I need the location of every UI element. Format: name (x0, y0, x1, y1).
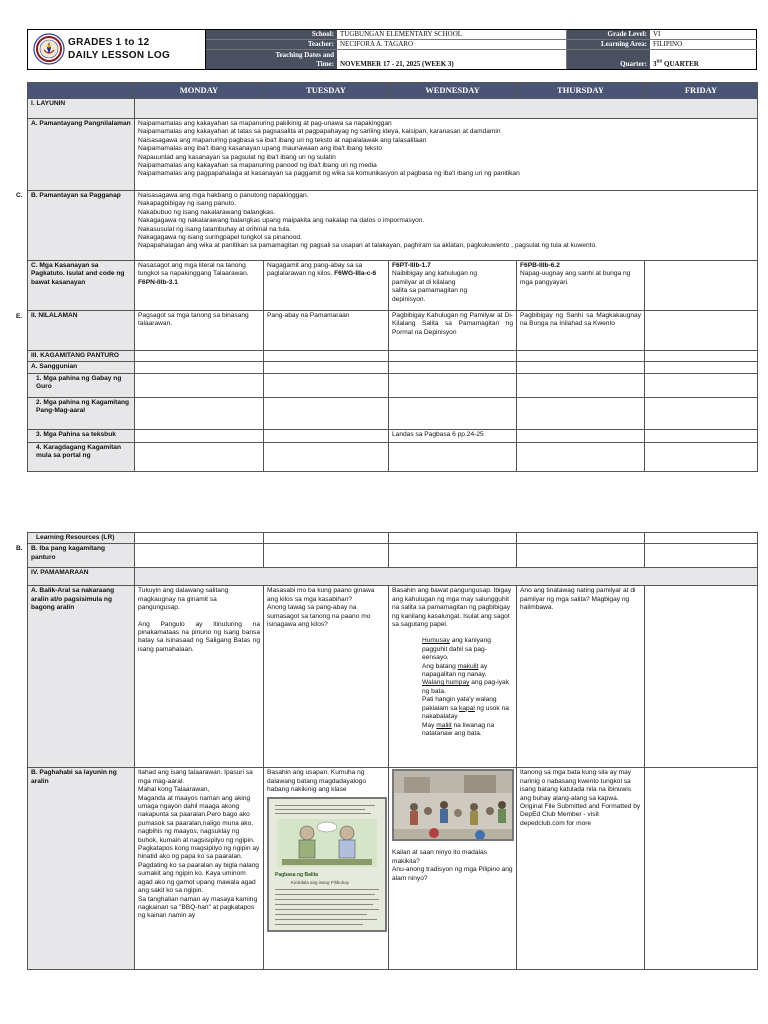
ra-wed-sentence-3 (392, 679, 513, 696)
sentence-text: May (422, 721, 437, 729)
deped-seal-icon (33, 33, 65, 65)
kagamitan-tuesday (264, 351, 389, 362)
balik-aral-wednesday-intro: Basahin ang bawat pangungusap. Ibigay ang kahulugan ng mga may salungguhit na salita sa pamamagitan ng pagbibigay ng kanilang kasalungat. Isulat ang sagot sa sagutang papel. (392, 587, 512, 629)
iba-pang-kagamitan-label: B. Iba pang kagamitang panturo (28, 544, 135, 568)
sentence-text: ang kaniyang pagguhit dahil sa pag-eensayo. (422, 637, 491, 662)
crowd-scene-photo-icon (394, 771, 514, 841)
kagamitang-mag-aaral-monday (135, 397, 264, 429)
teksbuk-thursday (517, 429, 645, 442)
school-label: School: (206, 30, 337, 39)
karagdagang-monday (135, 442, 264, 471)
teacher-value: NECIFORA A. TAGARO (337, 40, 567, 49)
kagamitang-mag-aaral-label: 2. Mga pahina ng Kagamitang Pang-Mag-aaral (28, 397, 135, 429)
pp-line: Naisasagawa ang mapanuring pagbasa sa iba't ibang uri ng teksto at napalalawak ang talasalitaan (138, 136, 427, 144)
ra-wed-sentence-5 (392, 722, 513, 739)
quarter-number: 3 (653, 60, 657, 68)
kagamitang-mag-aaral-row (28, 397, 758, 429)
nilalaman-thursday: Pagbibigay ng Sanhi sa Magkakaugnay na Bunga na Inilahad sa Kwento (517, 311, 645, 351)
header-title (68, 36, 170, 62)
lr-monday (135, 533, 264, 544)
balik-aral-tuesday: Masasabi mo ba kung paano ginawa ang kilos sa mga kasabihan? Anong tawag sa pang-abay na sumasagot sa tanong na paano mo isinagawa ang kilos? (264, 586, 389, 768)
kagamitang-mag-aaral-tuesday (264, 397, 389, 429)
paghahabi-tuesday-text: Basahin ang usapan. Kumuha ng dalawang batang magdadayalogo habang nakikinig ang klase (267, 769, 366, 794)
lr-thursday (517, 533, 645, 544)
kasanayan-wednesday-line: depinisyon. (392, 295, 426, 303)
nilalaman-label: II. NILALAMAN (28, 311, 135, 351)
kagamitan-label: III. KAGAMITANG PANTURO (28, 351, 135, 362)
pg-line: Naisasagawa ang mga hakbang o panutong napakinggan. (138, 192, 309, 199)
kasanayan-wednesday-line: Naibibigay ang kahulugan ng (392, 270, 478, 278)
sentence-text: ng usok na nakabalatay (422, 704, 509, 721)
area-label: Learning Area: (567, 40, 650, 49)
kasanayan-monday (135, 261, 264, 311)
lr-friday (645, 533, 758, 544)
gabay-guro-tuesday (264, 373, 389, 397)
iba-thursday (517, 544, 645, 568)
sanggunian-label: A. Sanggunian (28, 362, 135, 373)
teksbuk-tuesday (264, 429, 389, 442)
balik-aral-monday-p1: Tukuyin ang dalawang salitang magkaugnay na ginamit sa pangungusap. (138, 587, 229, 612)
kasanayan-wednesday (389, 261, 517, 311)
kasanayan-tuesday-text: Nagagamit ang pang-abay sa sa paglalarawan ng kilos. (267, 262, 363, 278)
teksbuk-monday (135, 429, 264, 442)
pamantayang-pangnilalaman-text (135, 119, 758, 191)
teksbuk-row (28, 429, 758, 442)
teacher-label: Teacher: (206, 40, 337, 49)
paghahabi-tuesday (264, 768, 389, 970)
pamantayang-pangnilalaman-label: A. Pamantayang Pangnilalaman (28, 119, 135, 191)
dialogue-illustration (267, 797, 387, 932)
quarter-value (650, 50, 757, 69)
iba-pang-kagamitan-row (28, 544, 758, 568)
balik-aral-label: A. Balik-Aral sa nakaraang aralin at/o pagsisimula ng bagong aralin (28, 586, 135, 768)
pp-line: Naipamamalas ang kakayahan sa mapanuring pakikinig at pag-unawa sa napakinggan (138, 120, 392, 127)
pp-line: Naipamamalas ang kakayahan sa mapanuring panood ng iba't ibang uri ng media (138, 162, 377, 170)
quarter-suffix: RD (656, 58, 663, 64)
karagdagang-wednesday (389, 442, 517, 471)
gabay-guro-row (28, 373, 758, 397)
sanggunian-friday (645, 362, 758, 373)
pamamaraan-label: IV. PAMAMARAAN (28, 568, 135, 586)
paghahabi-thursday: Itanong sa mga bata kung sila ay may narinig o nabasang kwento tungkol sa isang batang katulada nila na ibinuwis ang buhay alang-alang sa kapwa. Original File Submitted and Formatted by DepEd Club Member - visit depedclub.com for more (517, 768, 645, 970)
spacer (392, 629, 513, 637)
margin-mark-c: C. (16, 192, 23, 199)
lesson-log-table-2 (27, 532, 758, 970)
gabay-guro-thursday (517, 373, 645, 397)
day-header-wednesday: WEDNESDAY (389, 83, 517, 99)
nilalaman-wednesday: Pagbibigay Kahulugan ng Pamilyar at Di-Kilalang Salita sa Pamamagitan ng Pormal na Depinisyon (389, 311, 517, 351)
pp-line: Naipamamalas ang pagpapahalaga at kasanayan sa paggamit ng wika sa komunikasyon at pagbasa ng iba't ibang uri ng panitikan (138, 170, 520, 178)
kagamitan-row (28, 351, 758, 362)
lesson-log-table-1 (27, 82, 758, 472)
kagamitang-mag-aaral-friday (645, 397, 758, 429)
header-row-dates (206, 50, 757, 69)
dates-value: NOVEMBER 17 - 21, 2025 (WEEK 3) (337, 50, 567, 69)
pamantayan-pagganap-text (135, 191, 758, 261)
pp-line: Napauunlad ang kasanayan sa pagsulat ng iba't ibang uri ng sulatin (138, 153, 336, 161)
nilalaman-row (28, 311, 758, 351)
children-talking-illustration-icon (277, 819, 377, 867)
pp-line: Naipamamalas ang iba't ibang kasanayan upang maunawaan ang iba't ibang teksto (138, 145, 383, 153)
sanggunian-monday (135, 362, 264, 373)
iba-wednesday (389, 544, 517, 568)
pg-line: Nakapagbibigay ng isang panuto. (138, 200, 236, 208)
pamamaraan-row (28, 568, 758, 586)
gabay-guro-friday (645, 373, 758, 397)
nilalaman-monday: Pagsagot sa mga tanong sa binasang talaarawan. (135, 311, 264, 351)
layunin-label: I. LAYUNIN (28, 99, 135, 119)
layunin-span (135, 99, 758, 119)
pg-line: Nakabubuo ng isang nakalarawang balangkas. (138, 208, 276, 216)
balik-aral-monday (135, 586, 264, 768)
day-header-blank (28, 83, 135, 99)
paghahabi-friday (645, 768, 758, 970)
underlined-word: Humusay (422, 637, 450, 645)
sentence-text: na liwanag na natatanaw ang bata. (422, 721, 495, 737)
underlined-word: kapal (459, 704, 475, 712)
sanggunian-thursday (517, 362, 645, 373)
underlined-word: Walang humpay (422, 679, 470, 687)
learning-resources-row (28, 533, 758, 544)
balik-aral-row (28, 586, 758, 768)
kasanayan-wednesday-code: F6PT-IIIb-1.7 (392, 262, 431, 269)
gabay-guro-monday (135, 373, 264, 397)
margin-mark-b: B. (16, 545, 23, 552)
grade-value: VI (653, 30, 661, 38)
balik-aral-wednesday (389, 586, 517, 768)
iba-friday (645, 544, 758, 568)
iba-tuesday (264, 544, 389, 568)
day-header-row (28, 83, 758, 99)
day-header-monday: MONDAY (135, 83, 264, 99)
lr-wednesday (389, 533, 517, 544)
margin-mark-e: E. (16, 313, 23, 320)
kasanayan-thursday-code: F6PB-IIIb-6.2 (520, 262, 560, 269)
kasanayan-thursday (517, 261, 645, 311)
day-header-thursday: THURSDAY (517, 83, 645, 99)
kasanayan-row (28, 261, 758, 311)
karagdagang-tuesday (264, 442, 389, 471)
tradition-photo (392, 769, 514, 841)
karagdagang-friday (645, 442, 758, 471)
underlined-word: maliit (436, 721, 452, 729)
kasanayan-wednesday-line: salita sa pamamagitan ng (392, 287, 468, 295)
kagamitan-monday (135, 351, 264, 362)
teksbuk-label: 3. Mga Pahina sa teksbuk (28, 429, 135, 442)
dates-label-line1: Teaching Dates and (275, 51, 334, 59)
pamamaraan-span (135, 568, 758, 586)
layunin-row (28, 99, 758, 119)
kasanayan-wednesday-line: pamilyar at di kilalang (392, 278, 456, 286)
lr-tuesday (264, 533, 389, 544)
balik-aral-friday (645, 586, 758, 768)
dates-label (206, 50, 337, 69)
kasanayan-friday (645, 261, 758, 311)
sentence-text: Ang batang (422, 662, 458, 670)
illustration-caption-2: Kinikilala ang isang Pilibuhay (291, 879, 350, 885)
iba-monday (135, 544, 264, 568)
illustration-caption-1: Pagbasa ng Balita (275, 871, 319, 878)
pg-line: Nakagagawa ng isang suringpapel tungkol sa pinanood. (138, 234, 302, 242)
area-value: FILIPINO (653, 40, 683, 48)
kasanayan-thursday-text: Napag-uugnay ang sanhi at bunga ng mga pangyayari. (520, 270, 631, 286)
kasanayan-monday-text: Nasasagot ang mga literal na tanong tungkol sa napakinggang Talaarawan. (138, 262, 249, 278)
paghahabi-monday: Ilahad ang isang talaarawan. Ipasuri sa mga mag-aaral. Mahal kong Talaarawan, Maganda at maayos naman ang aking umaga ngayon dahil maaga akong nakapunta sa paaralan.Pero bago ako pumasok sa paaralan,naligo muna ako, nagbihis ng maayos, nagsuklay ng buhok, kumain at nagsisipilyo ng ngipin. Pagkatapos kong magsipilyo ng ngipin ay hinatid ako ng papa ko sa paaralan. Pagdating ko sa paaralan ay bigla nalang sumakit ang ngipin ko. Kaya uminom agad ako ng gamot upang mawala agad ang sakit ko sa ngipin. Sa tanghalian naman ay masaya kaming nagkainan sa "BBQ-han" at pagkatapos ng kainan namin ay (135, 768, 264, 970)
kagamitang-mag-aaral-wednesday (389, 397, 517, 429)
pamantayan-pagganap-row (28, 191, 758, 261)
header-row-teacher (206, 40, 757, 50)
paghahabi-wednesday-text: Kailan at saan ninyo ito madalas makikita? Anu-anong tradisyon ng mga Pilipino ang alam ninyo? (392, 849, 513, 882)
pg-line: Napapahalagan ang wika at panitikan sa pamamagitan ng pagsali sa usapan at talakayan, paghiram sa aklatan, pagkukuwento , pagsulat ng tula at kuwento. (138, 242, 597, 250)
pamantayan-pagganap-label: B. Pamantayan sa Pagganap (28, 191, 135, 261)
school-value: TUGBUNGAN ELEMENTARY SCHOOL (337, 30, 567, 39)
pamantayang-pangnilalaman-row (28, 119, 758, 191)
lesson-log-header (27, 29, 757, 70)
learning-resources-label: Learning Resources (LR) (28, 533, 135, 544)
sanggunian-wednesday (389, 362, 517, 373)
quarter-word: QUARTER (662, 60, 699, 68)
day-header-tuesday: TUESDAY (264, 83, 389, 99)
balik-aral-thursday: Ano ang tinatawag nating pamilyar at di pamilyar ng mga salita? Magbigay ng halimbawa. (517, 586, 645, 768)
kagamitan-thursday (517, 351, 645, 362)
pg-line: Nakagagawa ng nakalarawang balangkas upang maipakita ang nakalap na datos o impormasyon. (138, 217, 425, 225)
nilalaman-tuesday: Pang-abay na Pamamaraan (264, 311, 389, 351)
gabay-guro-wednesday (389, 373, 517, 397)
kagamitan-friday (645, 351, 758, 362)
sentence-text: ay napagalitan ng nanay. (422, 662, 488, 679)
kasanayan-tuesday (264, 261, 389, 311)
pp-line: Naipamamalas ang kakayahan at tatas sa pagsasalita at pagpapahayag ng sariling ideya, kaisipan, karanasan at damdamin (138, 128, 501, 136)
header-row-school (206, 30, 757, 40)
nilalaman-friday (645, 311, 758, 351)
kagamitan-wednesday (389, 351, 517, 362)
kagamitang-mag-aaral-thursday (517, 397, 645, 429)
kasanayan-label: C. Mga Kasanayan sa Pagkatuto. Isulat and code ng bawat kasanayan (28, 261, 135, 311)
grade-label: Grade Level: (567, 30, 650, 39)
paghahabi-label: B. Paghahabi sa layunin ng aralin (28, 768, 135, 970)
paghahabi-row (28, 768, 758, 970)
underlined-word: makulit (457, 662, 479, 670)
quarter-label: Quarter: (567, 50, 650, 69)
kasanayan-tuesday-code: F6WG-IIIa-c-6 (334, 270, 377, 278)
dates-label-line2: Time: (316, 60, 334, 68)
header-title-line1: GRADES 1 to 12 (68, 37, 150, 48)
sentence-text: Pati hangin yata'y walang pakialam sa (422, 696, 497, 712)
teksbuk-friday (645, 429, 758, 442)
spacer (138, 613, 260, 621)
balik-aral-monday-p2: Ang Pangulo ay itinuturing na pinakamataas na pinuno ng isang bansa batay sa isinasaad ng Saligang Batas ng isang pamahalaan. (138, 620, 260, 653)
sanggunian-tuesday (264, 362, 389, 373)
karagdagang-thursday (517, 442, 645, 471)
header-logo-cell (28, 30, 206, 69)
pg-line: Nakasusulat ng isang talambuhay at orihinal na tula. (138, 225, 291, 233)
ra-wed-sentence-1 (392, 637, 513, 662)
teksbuk-wednesday: Landas sa Pagbasa 6 pp.24-25 (389, 429, 517, 442)
gabay-guro-label: 1. Mga pahina ng Gabay ng Guro (28, 373, 135, 397)
day-header-friday: FRIDAY (645, 83, 758, 99)
paghahabi-wednesday (389, 768, 517, 970)
sentence-text: ang pag-iyak ng bata. (422, 679, 509, 695)
sanggunian-row (28, 362, 758, 373)
karagdagang-kagamitan-label: 4. Karagdagang Kagamitan mula sa portal ng (28, 442, 135, 471)
header-title-line2: DAILY LESSON LOG (68, 50, 171, 61)
karagdagang-kagamitan-row (28, 442, 758, 471)
kasanayan-monday-code: F6PN-IIIb-3.1 (138, 278, 178, 286)
ra-wed-sentence-4 (392, 696, 513, 721)
ra-wed-sentence-2 (392, 663, 513, 680)
